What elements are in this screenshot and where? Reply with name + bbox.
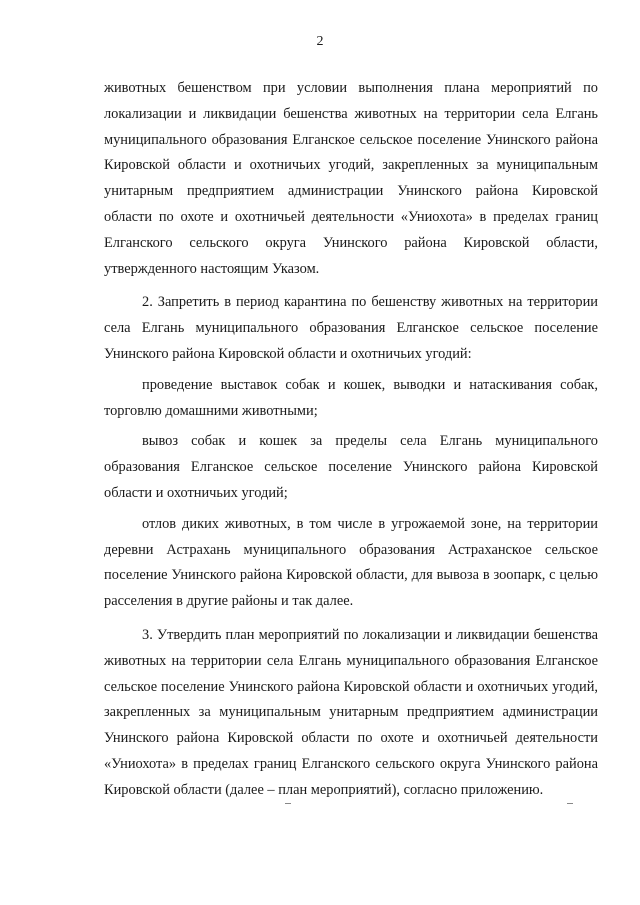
paragraph-continuation: животных бешенством при условии выполнения плана мероприятий по локализации и ликвидации бешенства животных на территории села Елгань муниципального образования Елганское сельское поселение Унинского района Кировской области и охотничьих угодий, закрепленных за муниципальным унитарным предприятием администрации Унинского района Кировской области по охоте и охотничьей деятельности «Униохота» в пределах границ Елганского сельского округа Унинского района Кировской области, утвержденного настоящим Указом. xyxy=(104,80,598,277)
page-number: 2 xyxy=(316,34,324,49)
paragraph-subitem-export: вывоз собак и кошек за пределы села Елгань муниципального образования Елганское сельское поселение Унинского района Кировской области и охотничьих угодий; xyxy=(104,433,598,501)
scan-artifact-mark xyxy=(567,803,573,804)
document-body xyxy=(104,76,598,804)
scan-artifact-mark xyxy=(285,803,291,804)
paragraph-item-2: 2. Запретить в период карантина по бешенству животных на территории села Елгань муниципального образования Елганское сельское поселение Унинского района Кировской области и охотничьих угодий: xyxy=(104,294,598,362)
paragraph-subitem-exhibitions: проведение выставок собак и кошек, выводки и натаскивания собак, торговлю домашними животными; xyxy=(104,376,598,419)
paragraph-subitem-capture: отлов диких животных, в том числе в угрожаемой зоне, на территории деревни Астрахань муниципального образования Астраханское сельское поселение Унинского района Кировской области, для вывоза в зоопарк, с целью расселения в другие районы и так далее. xyxy=(104,515,598,610)
paragraph-item-3: 3. Утвердить план мероприятий по локализации и ликвидации бешенства животных на территории села Елгань муниципального образования Елганское сельское поселение Унинского района Кировской области и охотничьих угодий, закрепленных за муниципальным унитарным предприятием администрации Унинского района Кировской области по охоте и охотничьей деятельности «Униохота» в пределах границ Елганского сельского округа Унинского района Кировской области (далее – план мероприятий), согласно приложению. xyxy=(104,626,598,798)
